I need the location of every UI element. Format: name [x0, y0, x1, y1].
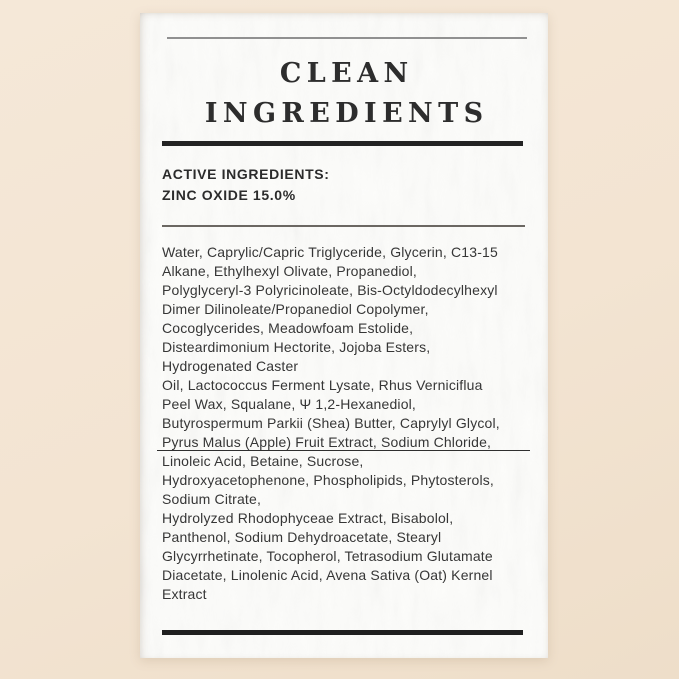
ingredient-line: Dimer Dilinoleate/Propanediol Copolymer,	[162, 301, 429, 317]
active-ingredients-block	[162, 164, 330, 206]
page-title	[140, 54, 548, 134]
ingredient-line: Sodium Citrate,	[162, 491, 262, 507]
ingredient-line: Water, Caprylic/Capric Triglyceride, Glycerin, C13-15	[162, 244, 498, 260]
ingredient-line: Extract	[162, 586, 207, 602]
ingredient-line: Oil, Lactococcus Ferment Lysate, Rhus Verniciflua	[162, 377, 483, 393]
ingredient-line: Polyglyceryl-3 Polyricinoleate, Bis-Octyldodecylhexyl	[162, 282, 498, 298]
label-content	[140, 13, 548, 658]
bottom-thick-divider	[162, 630, 523, 635]
title-line-ingredients: INGREDIENTS	[204, 98, 489, 129]
active-ingredients-heading: ACTIVE INGREDIENTS:	[162, 166, 330, 182]
ingredients-label-card	[140, 13, 548, 658]
ingredient-line: Butyrospermum Parkii (Shea) Butter, Caprylyl Glycol,	[162, 415, 500, 431]
ingredient-line: Panthenol, Sodium Dehydroacetate, Stearyl	[162, 529, 442, 545]
ingredient-line: Diacetate, Linolenic Acid, Avena Sativa (Oat) Kernel	[162, 567, 493, 583]
ingredient-line: Alkane, Ethylhexyl Olivate, Propanediol,	[162, 263, 417, 279]
middle-thin-divider	[162, 225, 525, 227]
ingredient-line: Disteardimonium Hectorite, Jojoba Esters,	[162, 339, 431, 355]
top-thin-divider	[167, 37, 527, 39]
title-line-clean: CLEAN	[279, 58, 414, 89]
ingredient-line: Glycyrrhetinate, Tocopherol, Tetrasodium Glutamate	[162, 548, 493, 564]
ingredient-line: Peel Wax, Squalane, Ψ 1,2-Hexanediol,	[162, 396, 416, 412]
ingredients-list	[162, 243, 528, 604]
ingredient-line-underlined: Pyrus Malus (Apple) Fruit Extract, Sodium Chloride,	[162, 433, 528, 452]
ingredient-line: Hydrolyzed Rhodophyceae Extract, Bisabolol,	[162, 510, 454, 526]
ingredient-line: Hydrogenated Caster	[162, 358, 299, 374]
active-ingredients-value: ZINC OXIDE 15.0%	[162, 187, 296, 203]
ingredient-line: Hydroxyacetophenone, Phospholipids, Phytosterols,	[162, 472, 494, 488]
ingredient-line: Linoleic Acid, Betaine, Sucrose,	[162, 453, 364, 469]
title-thick-divider	[162, 141, 523, 146]
ingredient-line: Cocoglycerides, Meadowfoam Estolide,	[162, 320, 414, 336]
